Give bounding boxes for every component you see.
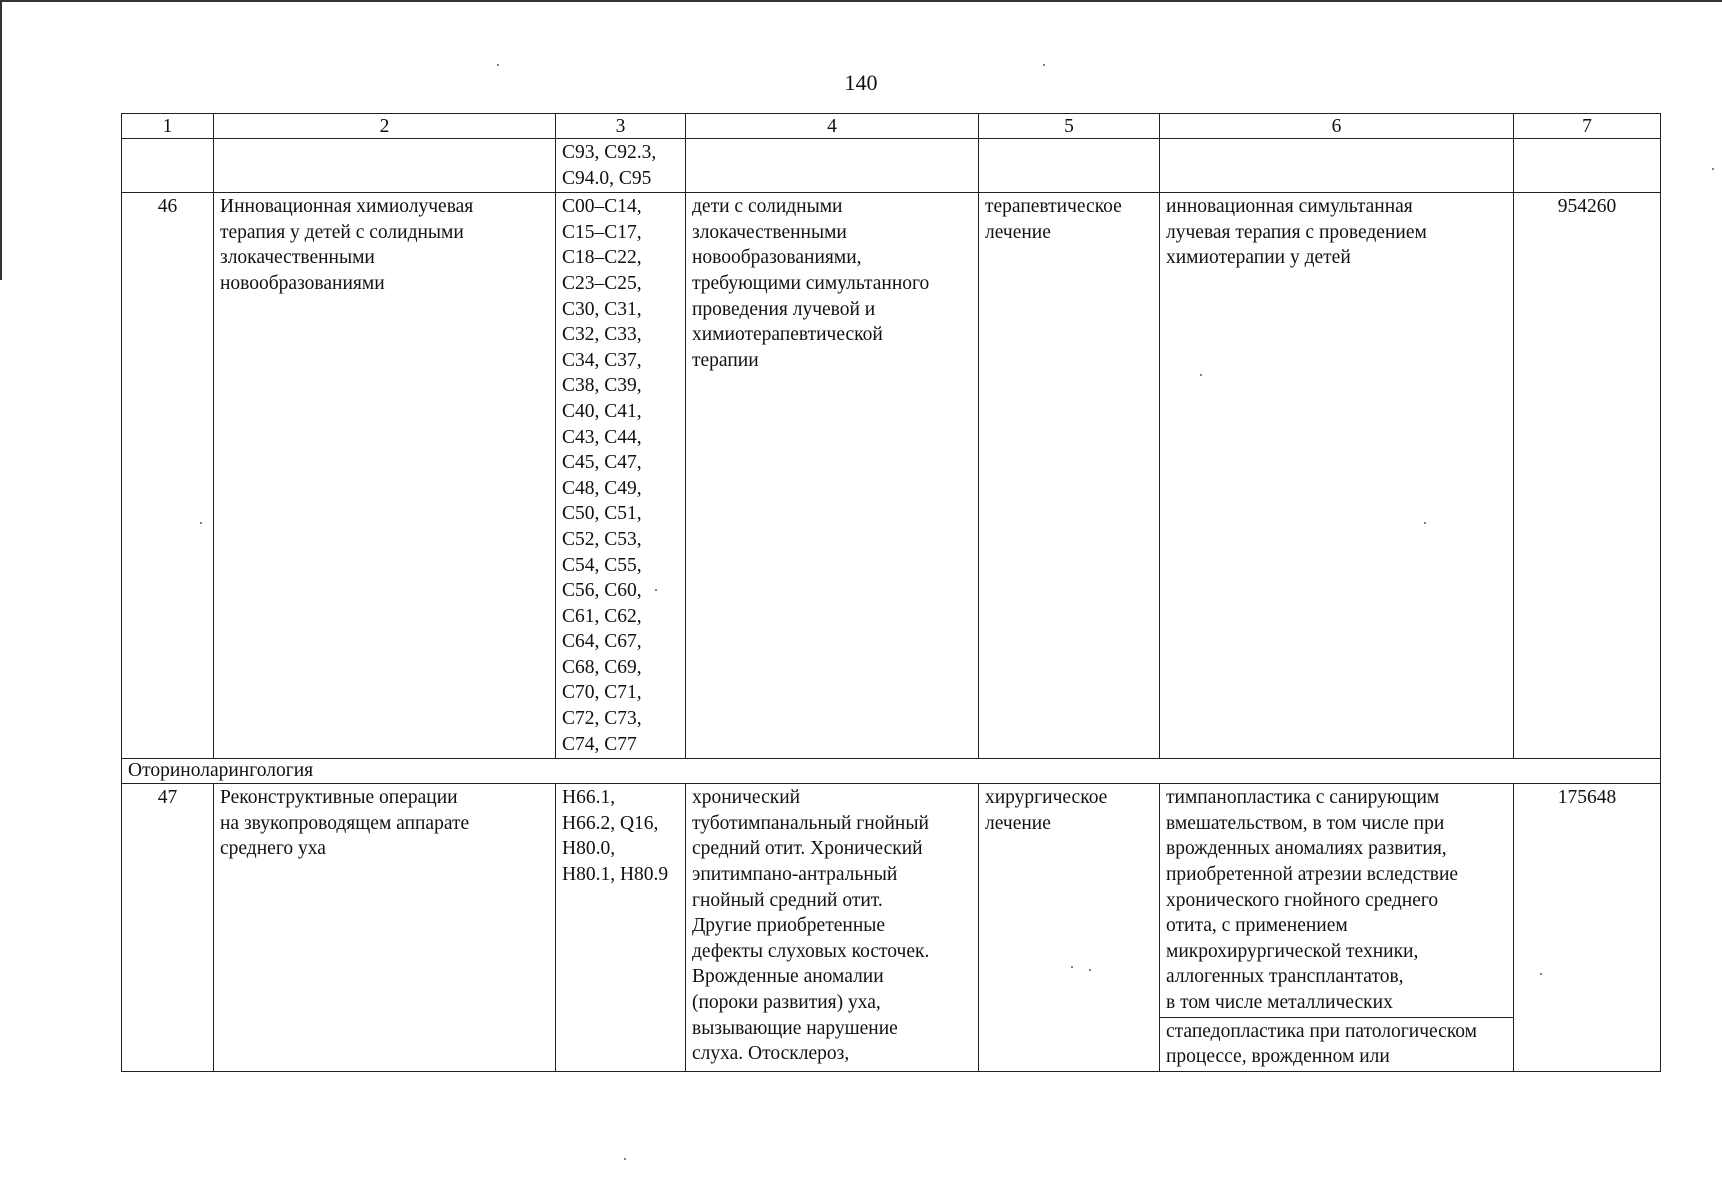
text-line: лучевая терапия с проведением	[1166, 221, 1427, 243]
text-line: C72, C73,	[562, 708, 642, 730]
cost-cell: 175648	[1514, 784, 1661, 1072]
section-row	[122, 759, 1661, 784]
text-line: C50, C51,	[562, 503, 642, 525]
text-line: C38, C39,	[562, 375, 642, 397]
text-line: C48, C49,	[562, 477, 642, 499]
text-line: вмешательством, в том числе при	[1166, 812, 1445, 834]
header-cell: 2	[214, 114, 556, 139]
text-line: C43, C44,	[562, 426, 642, 448]
table-row-46	[122, 193, 1661, 759]
text-line: C93, C92.3,	[562, 142, 657, 163]
treatment-type-cell	[979, 784, 1160, 1072]
text-line: дефекты слуховых косточек.	[692, 940, 930, 962]
scan-left-border	[0, 0, 2, 280]
text-line: C00–C14,	[562, 196, 642, 218]
icd-codes-cell	[556, 193, 686, 759]
patient-model-cell	[686, 139, 979, 193]
text-line: среднего уха	[220, 838, 326, 860]
text-line: Инновационная химиолучевая	[220, 196, 474, 218]
text-line: C64, C67,	[562, 631, 642, 653]
scan-speck	[624, 1158, 626, 1160]
text-line: микрохирургической техники,	[1166, 940, 1419, 962]
text-line: на звукопроводящем аппарате	[220, 812, 470, 834]
text-line: врожденных аномалиях развития,	[1166, 838, 1447, 860]
column-number-header	[122, 114, 1661, 139]
text-line: слуха. Отосклероз,	[692, 1043, 850, 1065]
row-number-cell	[122, 139, 214, 193]
text-line: злокачественными	[220, 247, 375, 269]
cost-cell	[1514, 139, 1661, 193]
text-line: лечение	[985, 812, 1051, 834]
scan-top-border	[0, 0, 1722, 2]
text-line: хронического гнойного среднего	[1166, 889, 1439, 911]
header-cell: 7	[1514, 114, 1661, 139]
text-line: эпитимпано-антральный	[692, 864, 898, 886]
text-line: терапия у детей с солидными	[220, 221, 464, 243]
treatment-type-cell	[979, 139, 1160, 193]
method-cell	[1160, 193, 1514, 759]
text-line: туботимпанальный гнойный	[692, 812, 929, 834]
row-number-cell: 47	[122, 784, 214, 1072]
text-line: C54, C55,	[562, 554, 642, 576]
row-number-cell: 46	[122, 193, 214, 759]
text-line: H66.1,	[562, 787, 616, 809]
text-line: злокачественными	[692, 221, 847, 243]
service-name-cell	[214, 784, 556, 1072]
method-block-tympanoplasty	[1160, 784, 1513, 1017]
text-line: в том числе металлических	[1166, 992, 1393, 1013]
text-line: новообразованиями	[220, 272, 385, 294]
text-line: H66.2, Q16,	[562, 812, 659, 834]
text-line: C32, C33,	[562, 324, 642, 346]
method-block-stapedoplasty	[1160, 1018, 1513, 1071]
table-row-47	[122, 784, 1661, 1072]
treatment-type-cell	[979, 193, 1160, 759]
text-line: аллогенных трансплантатов,	[1166, 966, 1404, 988]
text-line: новообразованиями,	[692, 247, 862, 269]
scan-speck	[1043, 64, 1045, 66]
header-cell: 1	[122, 114, 214, 139]
text-line: процессе, врожденном или	[1166, 1046, 1390, 1068]
scan-speck	[497, 64, 499, 66]
method-cell	[1160, 784, 1514, 1072]
text-line: химиотерапевтической	[692, 324, 883, 346]
text-line: хирургическое	[985, 787, 1108, 809]
text-line: C56, C60,	[562, 580, 642, 602]
text-line: C40, C41,	[562, 400, 642, 422]
header-cell: 3	[556, 114, 686, 139]
text-line: дети с солидными	[692, 196, 843, 218]
text-line: C18–C22,	[562, 247, 642, 269]
text-line: приобретенной атрезии вследствие	[1166, 864, 1459, 886]
text-line: C45, C47,	[562, 452, 642, 474]
text-line: C94.0, C95	[562, 167, 652, 189]
header-cell: 6	[1160, 114, 1514, 139]
text-line: средний отит. Хронический	[692, 838, 923, 860]
text-line: требующими симультанного	[692, 272, 930, 294]
text-line: C34, C37,	[562, 349, 642, 371]
text-line: C15–C17,	[562, 221, 642, 243]
header-cell: 5	[979, 114, 1160, 139]
text-line: C23–C25,	[562, 272, 642, 294]
text-line: лечение	[985, 221, 1051, 243]
text-line: Врожденные аномалии	[692, 966, 884, 988]
method-cell	[1160, 139, 1514, 193]
header-cell: 4	[686, 114, 979, 139]
page-number: 140	[844, 70, 878, 95]
service-name-cell	[214, 193, 556, 759]
text-line: Реконструктивные операции	[220, 787, 458, 809]
text-line: C74, C77	[562, 733, 637, 755]
text-line: отита, с применением	[1166, 915, 1348, 937]
text-line: гнойный средний отит.	[692, 889, 883, 911]
text-line: стапедопластика при патологическом	[1166, 1020, 1478, 1042]
text-line: (пороки развития) уха,	[692, 992, 881, 1013]
patient-model-cell	[686, 784, 979, 1072]
section-title: Оториноларингология	[122, 759, 1661, 784]
services-table	[121, 113, 1661, 1072]
icd-codes-cell	[556, 784, 686, 1072]
cost-cell: 954260	[1514, 193, 1661, 759]
text-line: терапевтическое	[985, 196, 1122, 218]
text-line: C30, C31,	[562, 298, 642, 320]
text-line: тимпанопластика с санирующим	[1166, 787, 1440, 809]
text-line: Другие приобретенные	[692, 915, 886, 937]
text-line: H80.1, H80.9	[562, 864, 669, 886]
text-line: проведения лучевой и	[692, 298, 876, 320]
service-name-cell	[214, 139, 556, 193]
scan-speck	[1712, 168, 1714, 170]
text-line: терапии	[692, 349, 759, 371]
text-line: C52, C53,	[562, 528, 642, 550]
text-line: C68, C69,	[562, 656, 642, 678]
text-line: C61, C62,	[562, 605, 642, 627]
text-line: вызывающие нарушение	[692, 1017, 898, 1039]
text-line: хронический	[692, 787, 801, 809]
text-line: C70, C71,	[562, 682, 642, 704]
text-line: химиотерапии у детей	[1166, 247, 1351, 269]
continuation-row	[122, 139, 1661, 193]
icd-codes-cell	[556, 139, 686, 193]
patient-model-cell	[686, 193, 979, 759]
text-line: H80.0,	[562, 838, 616, 860]
text-line: инновационная симультанная	[1166, 196, 1413, 218]
